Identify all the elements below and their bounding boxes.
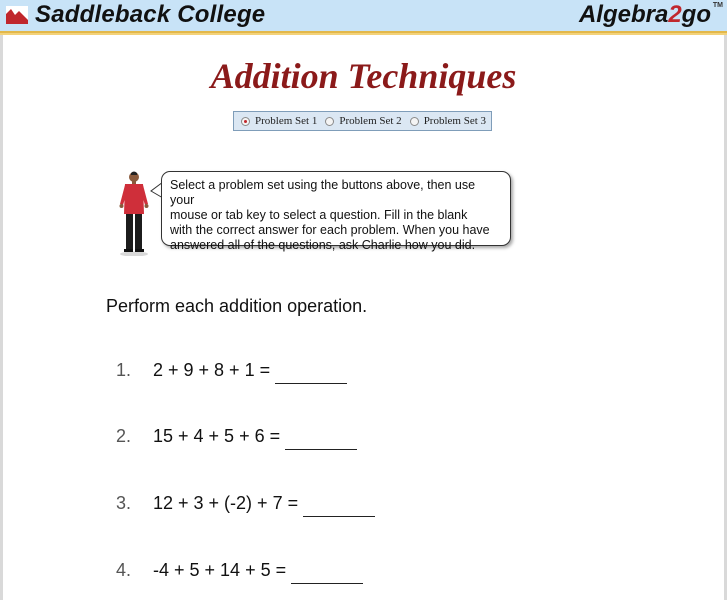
instruction-line: with the correct answer for each problem. When you have <box>170 223 490 237</box>
charlie-avatar <box>117 170 151 256</box>
problem-expression: 15 + 4 + 5 + 6 = <box>153 426 281 446</box>
problem-number: 4. <box>116 560 132 580</box>
problem-set-2-label: Problem Set 2 <box>339 115 402 127</box>
answer-input[interactable] <box>303 494 375 517</box>
problem-set-selector <box>233 111 492 131</box>
problem-set-1-option[interactable] <box>241 115 317 127</box>
brand-logo <box>579 1 711 29</box>
instruction-speech-bubble <box>161 171 511 252</box>
answer-input[interactable] <box>275 361 347 384</box>
college-name: Saddleback College <box>35 1 266 28</box>
problem-set-1-label: Problem Set 1 <box>255 115 318 127</box>
exercise-prompt: Perform each addition operation. <box>106 296 368 316</box>
problem-number: 1. <box>116 360 132 380</box>
answer-input[interactable] <box>291 561 363 584</box>
radio-selected-icon[interactable] <box>241 117 250 126</box>
problem-expression: 12 + 3 + (-2) + 7 = <box>153 493 299 513</box>
problem-set-2-option[interactable] <box>325 115 401 127</box>
site-header <box>0 0 727 33</box>
answer-input[interactable] <box>285 427 357 450</box>
brand-two: 2 <box>668 1 682 28</box>
radio-icon[interactable] <box>410 117 419 126</box>
problem-row <box>116 560 363 584</box>
instruction-line: mouse or tab key to select a question. Fill in the blank <box>170 208 468 222</box>
page-title: Addition Techniques <box>210 56 517 96</box>
instruction-line: Select a problem set using the buttons above, then use your <box>170 178 476 207</box>
header-divider <box>0 33 727 35</box>
radio-icon[interactable] <box>325 117 334 126</box>
trademark-mark: TM <box>712 2 723 9</box>
problem-row <box>116 426 357 450</box>
instruction-line: answered all of the questions, ask Charlie how you did. <box>170 238 476 252</box>
problem-set-3-option[interactable] <box>410 115 486 127</box>
problem-row <box>116 360 347 384</box>
brand-prefix: Algebra <box>578 1 669 28</box>
brand-suffix: go <box>681 1 711 28</box>
problem-expression: 2 + 9 + 8 + 1 = <box>153 360 271 380</box>
problem-set-3-label: Problem Set 3 <box>423 115 487 127</box>
problem-expression: -4 + 5 + 14 + 5 = <box>153 560 287 580</box>
problem-row <box>116 493 375 517</box>
problem-number: 3. <box>116 493 132 513</box>
problem-number: 2. <box>116 426 132 446</box>
mountain-logo-icon <box>6 6 28 24</box>
